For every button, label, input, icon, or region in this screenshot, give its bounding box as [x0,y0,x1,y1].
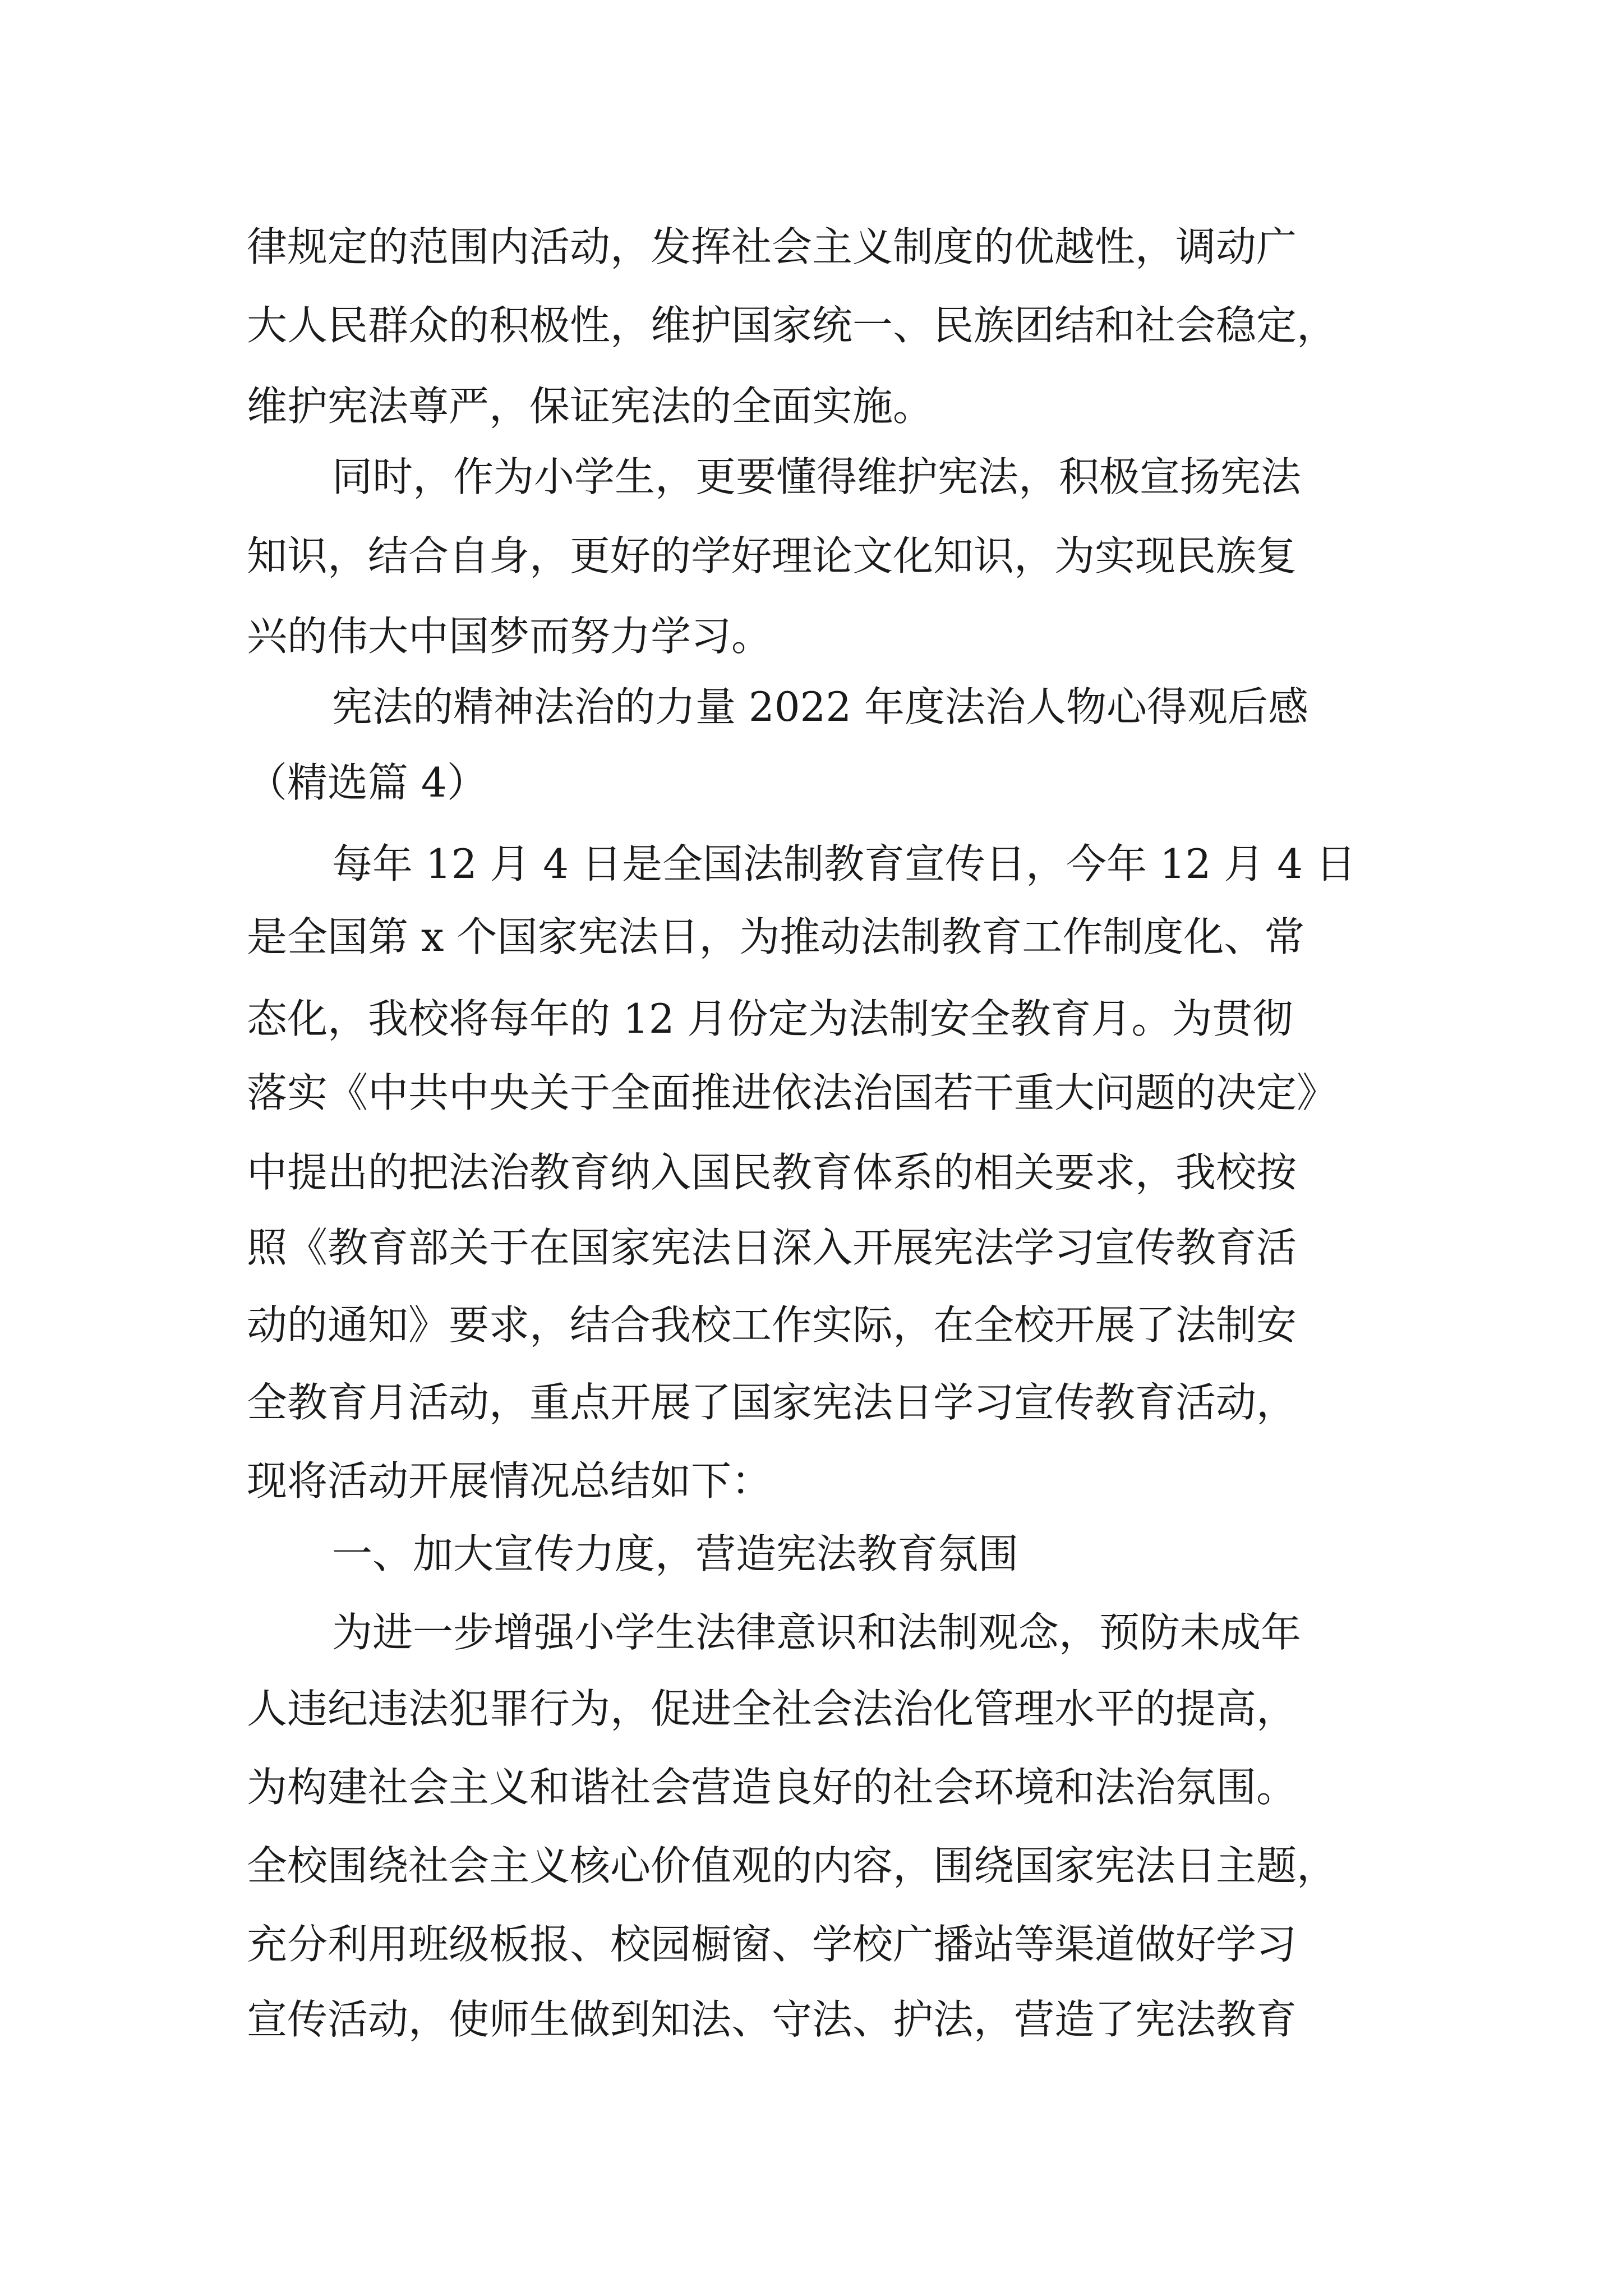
text-line-22: 全校围绕社会主义核心价值观的内容，围绕国家宪法日主题， [247,1842,1338,1889]
paragraph-start-line: 每年 12 月 4 日是全国法制教育宣传日，今年 12 月 4 日 [332,840,1356,887]
text-line-2: 大人民群众的积极性，维护国家统一、民族团结和社会稳定， [247,302,1338,349]
text-line-20: 人违纪违法犯罪行为，促进全社会法治化管理水平的提高， [247,1685,1297,1732]
text-line-14: 照《教育部关于在国家宪法日深入开展宪法学习宣传教育活 [247,1224,1297,1271]
text-line-21: 为构建社会主义和谐社会营造良好的社会环境和法治氛围。 [247,1764,1297,1811]
section-heading-line-2: （精选篇 4） [247,759,487,806]
text-line-5: 知识，结合自身，更好的学好理论文化知识，为实现民族复 [247,532,1297,579]
text-line-24: 宣传活动，使师生做到知法、守法、护法，营造了宪法教育 [247,1996,1297,2043]
subheading-line: 一、加大宣传力度，营造宪法教育氛围 [332,1530,1019,1577]
section-heading-line-1: 宪法的精神法治的力量 2022 年度法治人物心得观后感 [332,683,1309,730]
text-line-12: 落实《中共中央关于全面推进依法治国若干重大问题的决定》 [247,1069,1338,1116]
paragraph-start-line: 为进一步增强小学生法律意识和法制观念，预防未成年 [332,1609,1302,1656]
paragraph-start-line: 同时，作为小学生，更要懂得维护宪法，积极宣扬宪法 [332,453,1302,500]
text-line-3: 维护宪法尊严，保证宪法的全面实施。 [247,383,934,430]
text-line-23: 充分利用班级板报、校园橱窗、学校广播站等渠道做好学习 [247,1921,1297,1968]
text-line-11: 态化，我校将每年的 12 月份定为法制安全教育月。为贯彻 [247,995,1293,1042]
text-line-1: 律规定的范围内活动，发挥社会主义制度的优越性，调动广 [247,223,1297,270]
text-line-13: 中提出的把法治教育纳入国民教育体系的相关要求，我校按 [247,1149,1297,1196]
text-line-16: 全教育月活动，重点开展了国家宪法日学习宣传教育活动， [247,1379,1297,1426]
text-line-10: 是全国第 x 个国家宪法日，为推动法制教育工作制度化、常 [247,913,1305,960]
text-line-17: 现将活动开展情况总结如下： [247,1457,772,1504]
text-line-15: 动的通知》要求，结合我校工作实际，在全校开展了法制安 [247,1301,1297,1349]
text-line-6: 兴的伟大中国梦而努力学习。 [247,613,772,660]
